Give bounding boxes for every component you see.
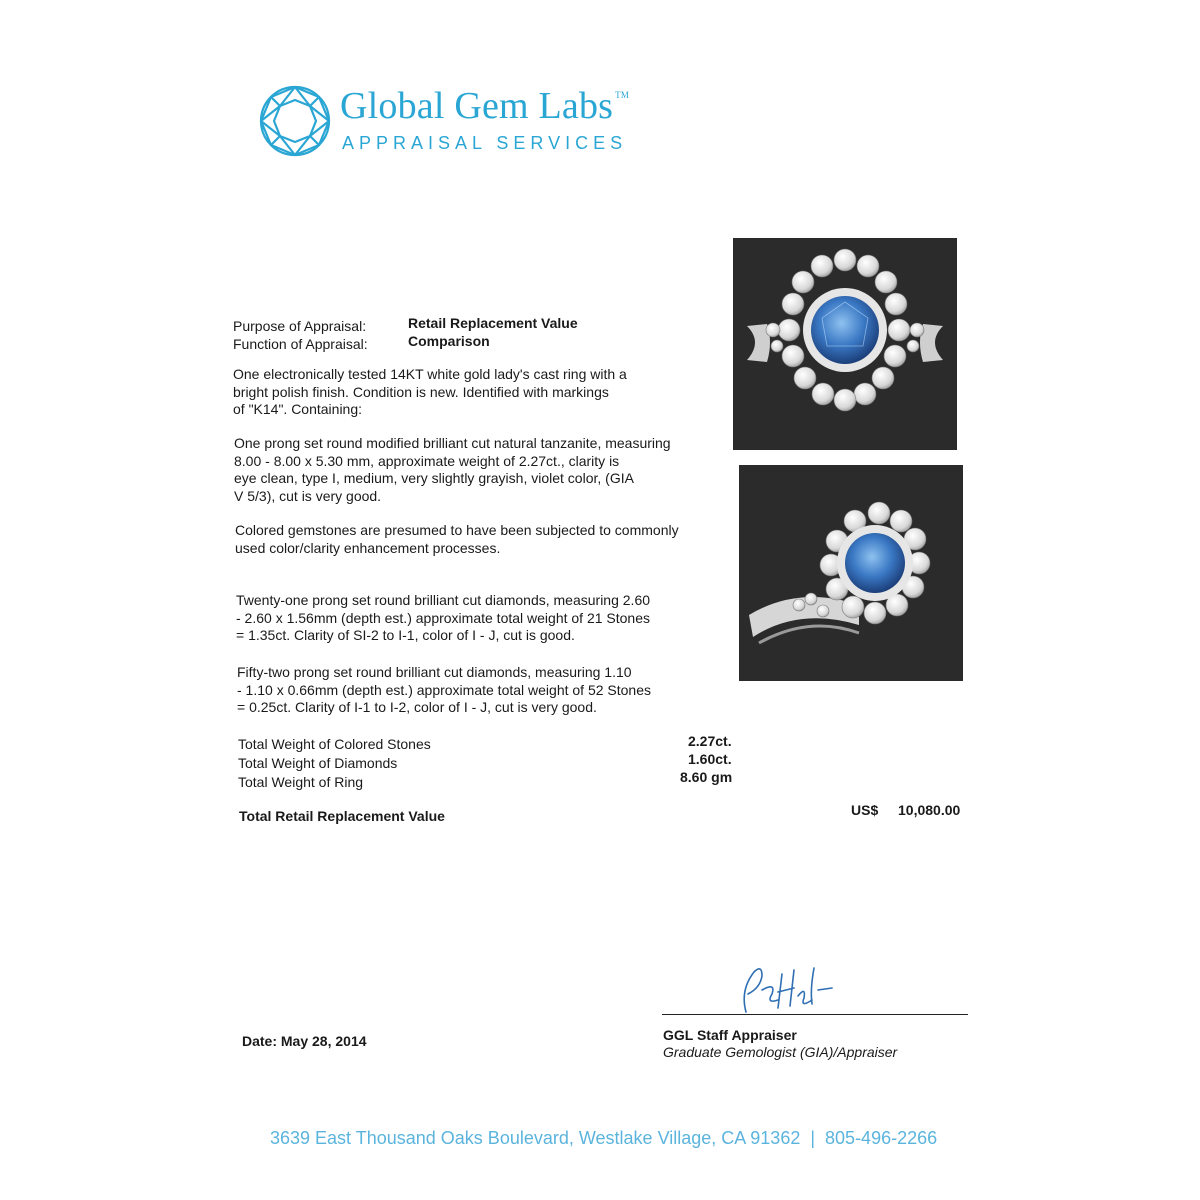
- brand-subtitle: APPRAISAL SERVICES: [342, 133, 628, 153]
- total-diamonds-value: 1.60ct.: [688, 751, 732, 767]
- ring-side-view-image: [739, 465, 963, 681]
- text-line: eye clean, type I, medium, very slightly grayish, violet color, (GIA: [234, 470, 634, 486]
- text-line: Fifty-two prong set round brilliant cut diamonds, measuring 1.10: [237, 664, 632, 680]
- round-brilliant-diamond-icon: [258, 84, 332, 158]
- diamonds-21-description: [236, 592, 650, 645]
- signature-line: [662, 1014, 968, 1015]
- text-line: = 1.35ct. Clarity of SI-2 to I-1, color of I - J, cut is good.: [236, 627, 575, 643]
- function-value: Comparison: [408, 333, 490, 349]
- diamonds-52-description: [237, 664, 651, 717]
- text-line: of "K14". Containing:: [233, 401, 363, 417]
- footer-address: 3639 East Thousand Oaks Boulevard, Westlake Village, CA 91362: [270, 1128, 801, 1148]
- footer-contact: [270, 1128, 937, 1149]
- ring-description: [233, 366, 627, 419]
- appraiser-signature: [732, 960, 852, 1020]
- total-retail-value: 10,080.00: [898, 802, 961, 818]
- text-line: Twenty-one prong set round brilliant cut diamonds, measuring 2.60: [236, 592, 651, 608]
- total-retail-value-label: Total Retail Replacement Value: [239, 808, 445, 824]
- text-line: One prong set round modified brilliant cut natural tanzanite, measuring: [234, 435, 671, 451]
- appraisal-date: Date: May 28, 2014: [242, 1033, 367, 1049]
- ring-top-view-image: [733, 238, 957, 450]
- enhancement-disclaimer: [235, 522, 679, 557]
- text-line: One electronically tested 14KT white gold lady's cast ring with a: [233, 366, 627, 382]
- trademark-symbol: TM: [615, 90, 630, 101]
- text-line: bright polish finish. Condition is new. Identified with markings: [233, 383, 609, 400]
- footer-separator: |: [810, 1128, 816, 1148]
- purpose-label: Purpose of Appraisal:: [233, 318, 367, 334]
- text-line: used color/clarity enhancement processes.: [235, 539, 501, 556]
- total-colored-stones-label: Total Weight of Colored Stones: [238, 736, 431, 752]
- ring-photo-top-view: [733, 238, 957, 450]
- ring-photo-side-view: [739, 465, 963, 681]
- text-line: Colored gemstones are presumed to have been subjected to commonly: [235, 522, 679, 538]
- total-colored-stones-value: 2.27ct.: [688, 733, 732, 749]
- function-label: Function of Appraisal:: [233, 336, 368, 352]
- text-line: - 1.10 x 0.66mm (depth est.) approximate total weight of 52 Stones: [237, 681, 651, 698]
- footer-phone: 805-496-2266: [825, 1128, 938, 1148]
- currency-label: US$: [851, 802, 879, 818]
- appraiser-credentials: Graduate Gemologist (GIA)/Appraiser: [663, 1044, 898, 1060]
- brand-name: [340, 84, 629, 128]
- text-line: - 2.60 x 1.56mm (depth est.) approximate total weight of 21 Stones: [236, 609, 650, 626]
- appraiser-title: GGL Staff Appraiser: [663, 1027, 797, 1043]
- total-diamonds-label: Total Weight of Diamonds: [238, 755, 398, 771]
- text-line: 8.00 - 8.00 x 5.30 mm, approximate weight of 2.27ct., clarity is: [234, 452, 620, 469]
- tanzanite-description: [234, 435, 671, 505]
- text-line: V 5/3), cut is very good.: [234, 487, 382, 504]
- text-line: = 0.25ct. Clarity of I-1 to I-2, color of I - J, cut is very good.: [237, 699, 597, 715]
- total-ring-weight-value: 8.60 gm: [680, 769, 733, 785]
- total-ring-weight-label: Total Weight of Ring: [238, 774, 364, 790]
- purpose-value: Retail Replacement Value: [408, 315, 578, 331]
- brand-name-text: Global Gem Labs: [340, 85, 614, 127]
